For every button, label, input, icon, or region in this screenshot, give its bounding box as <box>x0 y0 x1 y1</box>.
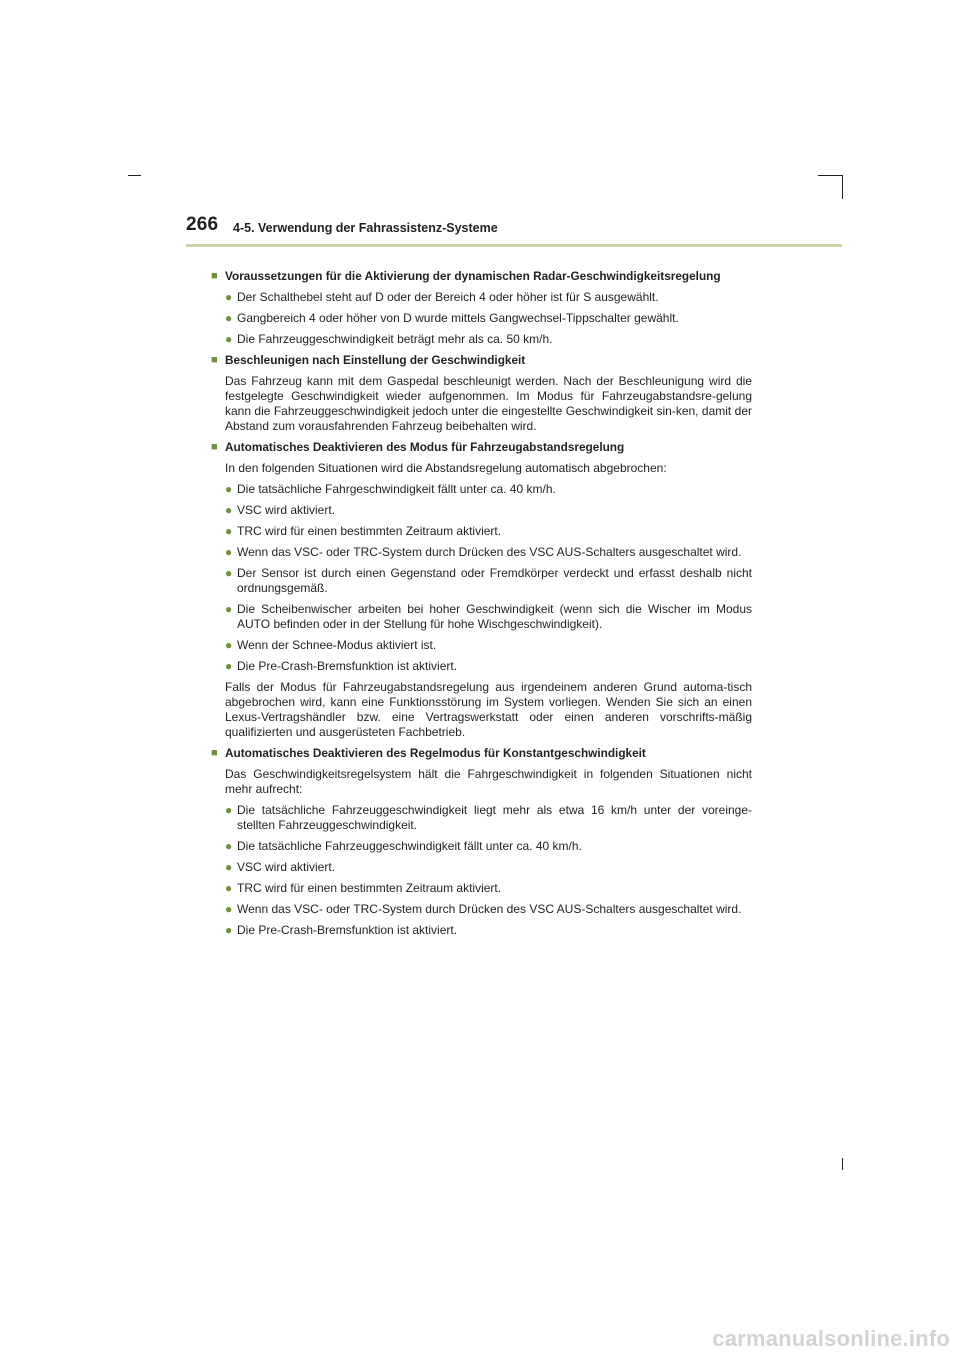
page-number: 266 <box>186 214 219 235</box>
dot-bullet-icon: ● <box>225 566 233 580</box>
list-item: ● Wenn der Schnee-Modus aktiviert ist. <box>225 638 437 652</box>
dot-bullet-icon: ● <box>225 839 233 853</box>
dot-bullet-icon: ● <box>225 290 233 304</box>
dot-bullet-icon: ● <box>225 482 233 496</box>
list-item: ● Wenn das VSC- oder TRC-System durch Drücken des VSC AUS-Schalters ausgeschaltet wird. <box>225 545 742 559</box>
square-bullet-icon: ■ <box>211 747 218 759</box>
dot-bullet-icon: ● <box>225 803 233 817</box>
dot-bullet-icon: ● <box>225 524 233 538</box>
crop-mark-top-right-v <box>842 175 843 199</box>
list-item: ● VSC wird aktiviert. <box>225 860 336 874</box>
list-item: ● Gangbereich 4 oder höher von D wurde mittels Gangwechsel-Tippschalter gewählt. <box>225 311 679 325</box>
list-item: ● Die Scheibenwischer arbeiten bei hoher Geschwindigkeit (wenn sich die Wischer im Modus AUTO befinden oder in der Stellung für hohe Wischgeschwindigkeit). <box>225 602 752 631</box>
list-item: ● TRC wird für einen bestimmten Zeitraum aktiviert. <box>225 524 502 538</box>
dot-bullet-icon: ● <box>225 311 233 325</box>
dot-bullet-icon: ● <box>225 503 233 517</box>
paragraph: Das Geschwindigkeitsregelsystem hält die Fahrgeschwindigkeit in folgenden Situationen nicht mehr aufrecht: <box>225 767 752 796</box>
paragraph: Falls der Modus für Fahrzeugabstandsregelung aus irgendeinem anderen Grund automa-tisch abgebrochen wird, kann eine Funktionsstörung im System vorliegen. Wenden Sie sich an einen Lexus-Vertragshändler bzw. eine Vertragswerkstatt oder einen anderen vorschrifts-mäßig qualifizierten und ausgerüsteten Fachbetrieb. <box>225 680 752 739</box>
section-heading: ■ Voraussetzungen für die Aktivierung der dynamischen Radar-Geschwindigkeitsregelung <box>211 269 721 283</box>
section-heading: ■ Automatisches Deaktivieren des Modus für Fahrzeugabstandsregelung <box>211 440 625 454</box>
dot-bullet-icon: ● <box>225 545 233 559</box>
crop-mark-bottom-right <box>842 1158 843 1170</box>
dot-bullet-icon: ● <box>225 881 233 895</box>
square-bullet-icon: ■ <box>211 270 218 282</box>
dot-bullet-icon: ● <box>225 638 233 652</box>
dot-bullet-icon: ● <box>225 902 233 916</box>
section-heading: ■ Automatisches Deaktivieren des Regelmodus für Konstantgeschwindigkeit <box>211 746 646 760</box>
list-item: ● Die tatsächliche Fahrzeuggeschwindigkeit liegt mehr als etwa 16 km/h unter der voreinge-stellten Fahrzeuggeschwindigkeit. <box>225 803 752 832</box>
page-content <box>211 269 752 944</box>
list-item: ● Wenn das VSC- oder TRC-System durch Drücken des VSC AUS-Schalters ausgeschaltet wird. <box>225 902 742 916</box>
square-bullet-icon: ■ <box>211 354 218 366</box>
dot-bullet-icon: ● <box>225 659 233 673</box>
list-item: ● Die tatsächliche Fahrgeschwindigkeit fällt unter ca. 40 km/h. <box>225 482 556 496</box>
list-item: ● Der Schalthebel steht auf D oder der Bereich 4 oder höher ist für S ausgewählt. <box>225 290 659 304</box>
list-item: ● VSC wird aktiviert. <box>225 503 336 517</box>
list-item: ● Die Pre-Crash-Bremsfunktion ist aktiviert. <box>225 923 458 937</box>
section-heading: ■ Beschleunigen nach Einstellung der Geschwindigkeit <box>211 353 526 367</box>
dot-bullet-icon: ● <box>225 602 233 616</box>
list-item: ● Die Pre-Crash-Bremsfunktion ist aktiviert. <box>225 659 458 673</box>
header-rule <box>186 244 842 247</box>
list-item: ● Die tatsächliche Fahrzeuggeschwindigkeit fällt unter ca. 40 km/h. <box>225 839 582 853</box>
paragraph: Das Fahrzeug kann mit dem Gaspedal beschleunigt werden. Nach der Beschleunigung wird die festgelegte Geschwindigkeit wieder aufgenommen. Im Modus für Fahrzeugabstandsre-gelung kann die Fahrzeuggeschwindigkeit jedoch unter die eingestellte Geschwindigkeit sin-ken, damit der Abstand zum vorausfahrenden Fahrzeug beibehalten wird. <box>225 374 752 433</box>
dot-bullet-icon: ● <box>225 923 233 937</box>
square-bullet-icon: ■ <box>211 441 218 453</box>
list-item: ● Der Sensor ist durch einen Gegenstand oder Fremdkörper verdeckt und erfasst deshalb nicht ordnungsgemäß. <box>225 566 752 595</box>
list-item: ● Die Fahrzeuggeschwindigkeit beträgt mehr als ca. 50 km/h. <box>225 332 553 346</box>
paragraph: In den folgenden Situationen wird die Abstandsregelung automatisch abgebrochen: <box>225 461 667 475</box>
watermark: carmanualsonline.info <box>712 1326 950 1351</box>
section-title: 4-5. Verwendung der Fahrassistenz-Systeme <box>233 221 498 235</box>
crop-mark-top-right-h <box>818 175 842 176</box>
list-item: ● TRC wird für einen bestimmten Zeitraum aktiviert. <box>225 881 502 895</box>
dot-bullet-icon: ● <box>225 860 233 874</box>
dot-bullet-icon: ● <box>225 332 233 346</box>
crop-mark-top-left <box>128 175 141 176</box>
